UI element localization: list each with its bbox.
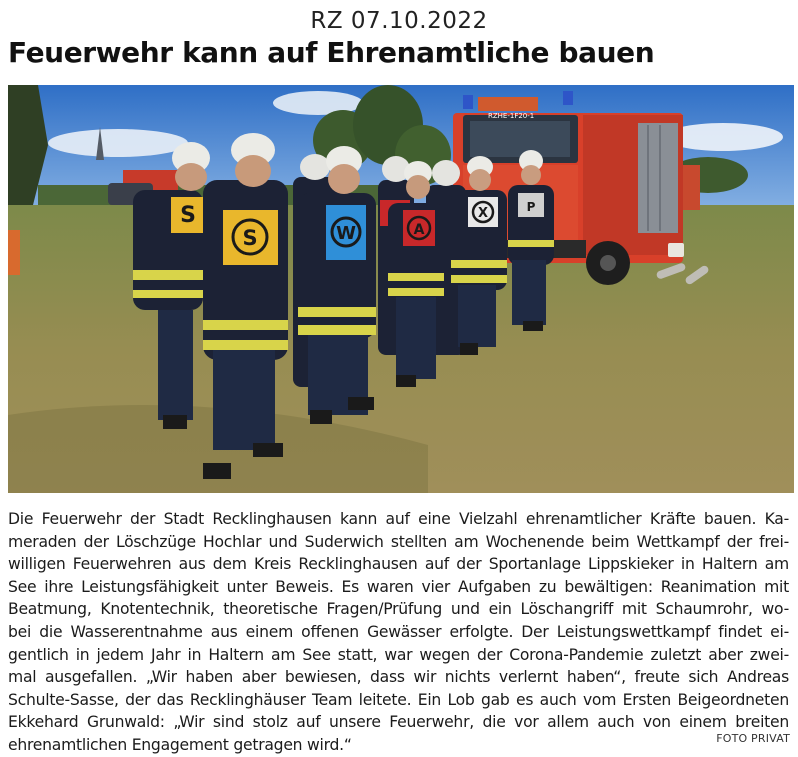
body-line: Beatmung, Knotentechnik, theoretische Fragen/Prüfung und ein Löschangriff mit Schaumrohr, wo-	[8, 600, 789, 619]
body-line: mal ausgefallen. „Wir haben aber bewiesen, dass wir nichts verlernt haben“, freute sich Andreas	[8, 668, 789, 687]
cloud	[48, 129, 188, 157]
body-line: meraden der Löschzüge Hochlar und Suderwich stellten am Wochenende beim Wettkampf der frei-	[8, 532, 789, 551]
armband-letter: S	[242, 226, 258, 250]
hose-coupling	[668, 243, 684, 257]
body-line: See ihre Leistungsfähigkeit unter Beweis. Es waren vier Aufgaben zu bewältigen: Reanimation mit	[8, 577, 789, 596]
vehicle-plate-text: RZHE-1F20-1	[488, 112, 535, 120]
issue-date-line: RZ 07.10.2022	[310, 8, 488, 34]
armband-letter: S	[180, 203, 196, 228]
armband-letter: W	[336, 223, 356, 244]
body-line: Ekkehard Grunwald: „Wir sind stolz auf unsere Feuerwehr, die vor allem auch von einem breiten	[8, 713, 789, 732]
body-line: Schulte-Sasse, der das Recklinghäuser Team leitete. Ein Lob gab es auch vom Ersten Beigeordneten	[8, 690, 789, 709]
body-line: Die Feuerwehr der Stadt Recklinghausen kann auf eine Vielzahl ehrenamtlicher Kräfte bauen. Ka-	[8, 510, 789, 528]
body-line: gentlich in jedem Jahr in Haltern am See statt, war wegen der Corona-Pandemie zuletzt aber zwei-	[8, 645, 789, 664]
article-body	[8, 508, 789, 757]
article-headline: Feuerwehr kann auf Ehrenamtliche bauen	[8, 36, 655, 69]
body-line: ehrenamtlichen Engagement getragen wird.“	[8, 735, 352, 754]
armband-letter: A	[413, 222, 425, 238]
article-photo	[8, 85, 794, 493]
body-line: willigen Feuerwehren aus dem Kreis Recklinghausen auf der Sportanlage Lippskieker in Haltern am	[8, 555, 789, 574]
armband-letter: X	[477, 206, 489, 221]
photo-credit: FOTO PRIVAT	[716, 732, 790, 745]
armband-letter: P	[526, 200, 536, 214]
team-photo-illustration	[8, 85, 794, 493]
orange-post	[8, 230, 20, 275]
body-line: bei die Wasserentnahme aus einem offenen Gewässer erfolgte. Der Leistungswettkampf findet ei-	[8, 622, 789, 641]
